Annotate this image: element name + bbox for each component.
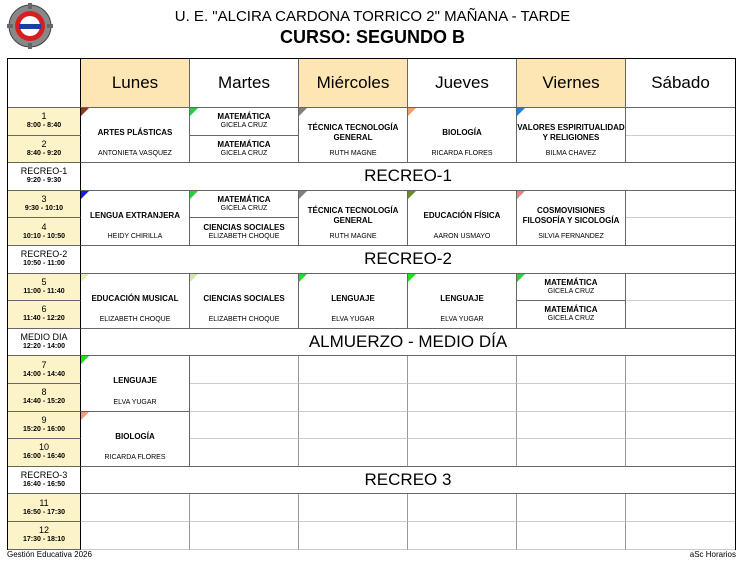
lesson-subject: VALORES ESPIRITUALIDAD Y RELIGIONES xyxy=(517,123,625,143)
day-header-5: Sábado xyxy=(626,59,735,108)
lesson-subject: CIENCIAS SOCIALES xyxy=(203,222,285,232)
slot-time: 14:00 - 14:40 xyxy=(22,370,66,378)
time-slot xyxy=(8,274,81,302)
lesson-cell xyxy=(408,274,517,329)
school-title: U. E. "ALCIRA CARDONA TORRICO 2" MAÑANA - TARDE xyxy=(174,8,571,25)
lesson-subject: LENGUAJE xyxy=(440,293,484,303)
subject-color-marker xyxy=(81,356,89,364)
slot-label: MEDIO DIA xyxy=(20,332,68,343)
lesson-cell xyxy=(81,412,190,467)
slot-time: 10:10 - 10:50 xyxy=(22,232,66,240)
subject-color-marker xyxy=(517,108,525,116)
lesson-teacher: BILMA CHAVEZ xyxy=(545,150,597,158)
lesson-subject: EDUCACIÓN FÍSICA xyxy=(423,210,501,220)
lesson-cell xyxy=(299,274,408,329)
lesson-subject: CIENCIAS SOCIALES xyxy=(203,293,285,303)
empty-cell xyxy=(517,412,626,440)
lesson-cell xyxy=(190,274,299,329)
lesson-teacher: ANTONIETA VASQUEZ xyxy=(98,150,172,158)
empty-cell xyxy=(408,439,517,467)
subject-color-marker xyxy=(299,108,307,116)
subject-color-marker xyxy=(408,108,416,116)
slot-time: 14:40 - 15:20 xyxy=(22,398,66,406)
lesson-cell xyxy=(299,108,408,163)
slot-time: 10:50 - 11:00 xyxy=(23,260,65,268)
break-row: RECREO-1 xyxy=(81,163,735,191)
subject-color-marker xyxy=(81,191,89,199)
lesson-subject: TÉCNICA TECNOLOGÍA GENERAL xyxy=(307,205,399,225)
subject-color-marker xyxy=(81,274,89,282)
slot-label: 12 xyxy=(38,525,49,536)
slot-time: 12:20 - 14:00 xyxy=(22,343,66,351)
subject-color-marker xyxy=(517,191,525,199)
empty-cell xyxy=(408,384,517,412)
lesson-subject: LENGUAJE xyxy=(113,376,157,386)
empty-cell xyxy=(626,108,735,136)
slot-time: 8:40 - 9:20 xyxy=(26,149,62,157)
slot-label: RECREO-1 xyxy=(20,166,68,177)
lesson-subject: MATEMÁTICA xyxy=(217,139,271,149)
empty-cell xyxy=(517,356,626,384)
lesson-teacher: ELIZABETH CHOQUE xyxy=(99,315,171,323)
footer-left: Gestión Educativa 2026 xyxy=(7,550,92,559)
time-slot xyxy=(8,467,81,495)
break-row: RECREO 3 xyxy=(81,467,735,495)
lesson-cell xyxy=(81,108,190,163)
time-slot xyxy=(8,246,81,274)
empty-cell xyxy=(190,384,299,412)
empty-cell xyxy=(299,384,408,412)
time-slot xyxy=(8,384,81,412)
subject-color-marker xyxy=(517,274,525,282)
slot-time: 16:40 - 16:50 xyxy=(22,481,66,489)
subject-color-marker xyxy=(81,108,89,116)
lesson-cell xyxy=(190,191,299,219)
lesson-teacher: AARON USMAYO xyxy=(433,232,491,240)
lesson-subject: LENGUA EXTRANJERA xyxy=(90,210,180,220)
subject-color-marker xyxy=(190,274,198,282)
slot-time: 11:40 - 12:20 xyxy=(23,315,65,323)
lesson-teacher: RUTH MAGNE xyxy=(329,150,377,158)
slot-label: 3 xyxy=(41,194,47,205)
lesson-teacher: GICELA CRUZ xyxy=(220,205,268,213)
slot-label: 6 xyxy=(41,304,47,315)
lesson-teacher: ELVA YUGAR xyxy=(440,315,484,323)
time-slot xyxy=(8,329,81,357)
lesson-cell xyxy=(517,191,626,246)
slot-time: 8:00 - 8:40 xyxy=(26,122,62,130)
empty-cell xyxy=(626,494,735,522)
lesson-subject: COSMOVISIONES FILOSOFÍA Y SICOLOGÍA xyxy=(522,205,620,225)
time-slot xyxy=(8,494,81,522)
course-title: CURSO: SEGUNDO B xyxy=(279,27,465,47)
empty-cell xyxy=(299,494,408,522)
empty-cell xyxy=(299,439,408,467)
slot-label: 1 xyxy=(41,111,47,122)
time-slot xyxy=(8,412,81,440)
lesson-cell xyxy=(190,108,299,136)
time-slot xyxy=(8,301,81,329)
lesson-teacher: ELIZABETH CHOQUE xyxy=(208,315,280,323)
lesson-subject: MATEMÁTICA xyxy=(544,277,598,287)
time-slot xyxy=(8,439,81,467)
empty-cell xyxy=(626,136,735,164)
lesson-teacher: GICELA CRUZ xyxy=(547,315,595,323)
empty-cell xyxy=(626,191,735,219)
slot-time: 16:00 - 16:40 xyxy=(22,453,66,461)
lesson-subject: BIOLOGÍA xyxy=(442,128,482,138)
lesson-teacher: RUTH MAGNE xyxy=(329,232,377,240)
empty-cell xyxy=(517,522,626,550)
time-slot xyxy=(8,356,81,384)
subject-color-marker xyxy=(190,191,198,199)
corner-cell xyxy=(8,59,81,108)
lesson-teacher: RICARDA FLORES xyxy=(104,453,166,461)
day-header-0: Lunes xyxy=(81,59,190,108)
slot-label: 7 xyxy=(41,359,47,370)
empty-cell xyxy=(626,356,735,384)
lesson-cell xyxy=(517,108,626,163)
lesson-cell xyxy=(190,218,299,246)
day-header-2: Miércoles xyxy=(299,59,408,108)
lesson-subject: LENGUAJE xyxy=(331,293,375,303)
lesson-cell xyxy=(299,191,408,246)
empty-cell xyxy=(517,439,626,467)
lesson-subject: BIOLOGÍA xyxy=(115,431,155,441)
slot-time: 11:00 - 11:40 xyxy=(23,287,65,295)
lesson-teacher: ELIZABETH CHOQUE xyxy=(208,232,280,240)
empty-cell xyxy=(626,439,735,467)
footer-right: aSc Horarios xyxy=(689,550,736,559)
empty-cell xyxy=(626,522,735,550)
subject-color-marker xyxy=(408,191,416,199)
slot-label: 2 xyxy=(41,138,47,149)
empty-cell xyxy=(190,522,299,550)
lesson-teacher: HEIDY CHIRILLA xyxy=(107,232,163,240)
time-slot xyxy=(8,191,81,219)
lesson-teacher: ELVA YUGAR xyxy=(113,398,157,406)
empty-cell xyxy=(190,412,299,440)
slot-label: 5 xyxy=(41,276,47,287)
lesson-cell xyxy=(81,274,190,329)
slot-time: 9:20 - 9:30 xyxy=(26,177,62,185)
empty-cell xyxy=(626,384,735,412)
empty-cell xyxy=(408,494,517,522)
lesson-cell xyxy=(517,274,626,302)
slot-label: 4 xyxy=(41,221,47,232)
lesson-teacher: RICARDA FLORES xyxy=(431,150,493,158)
slot-label: RECREO-2 xyxy=(20,249,68,260)
lesson-cell xyxy=(517,301,626,329)
empty-cell xyxy=(81,494,190,522)
lesson-subject: EDUCACIÓN MUSICAL xyxy=(91,293,179,303)
empty-cell xyxy=(517,384,626,412)
slot-label: RECREO-3 xyxy=(20,470,68,481)
time-slot xyxy=(8,108,81,136)
empty-cell xyxy=(626,412,735,440)
slot-time: 17:30 - 18:10 xyxy=(22,536,66,544)
time-slot xyxy=(8,163,81,191)
lesson-teacher: GICELA CRUZ xyxy=(220,122,268,130)
empty-cell xyxy=(626,301,735,329)
timetable-grid xyxy=(7,58,736,550)
empty-cell xyxy=(408,522,517,550)
time-slot xyxy=(8,218,81,246)
subject-color-marker xyxy=(81,412,89,420)
day-header-4: Viernes xyxy=(517,59,626,108)
lesson-subject: TÉCNICA TECNOLOGÍA GENERAL xyxy=(307,123,399,143)
time-slot xyxy=(8,136,81,164)
lesson-teacher: GICELA CRUZ xyxy=(220,149,268,157)
subject-color-marker xyxy=(408,274,416,282)
day-header-3: Jueves xyxy=(408,59,517,108)
empty-cell xyxy=(626,218,735,246)
empty-cell xyxy=(626,274,735,302)
slot-label: 11 xyxy=(39,497,49,508)
empty-cell xyxy=(299,522,408,550)
slot-time: 9:30 - 10:10 xyxy=(24,205,64,213)
empty-cell xyxy=(190,439,299,467)
break-row: ALMUERZO - MEDIO DÍA xyxy=(81,329,735,357)
lesson-teacher: ELVA YUGAR xyxy=(331,315,375,323)
lesson-cell xyxy=(190,136,299,164)
empty-cell xyxy=(190,356,299,384)
lesson-subject: MATEMÁTICA xyxy=(217,195,271,205)
lesson-subject: MATEMÁTICA xyxy=(217,112,271,122)
lesson-cell xyxy=(408,191,517,246)
empty-cell xyxy=(517,494,626,522)
day-header-1: Martes xyxy=(190,59,299,108)
empty-cell xyxy=(299,412,408,440)
lesson-subject: ARTES PLÁSTICAS xyxy=(97,128,173,138)
lesson-cell xyxy=(408,108,517,163)
empty-cell xyxy=(190,494,299,522)
subject-color-marker xyxy=(190,108,198,116)
empty-cell xyxy=(408,356,517,384)
lesson-teacher: SILVIA FERNANDEZ xyxy=(538,232,604,240)
lesson-subject: MATEMÁTICA xyxy=(544,305,598,315)
time-slot xyxy=(8,522,81,550)
subject-color-marker xyxy=(299,191,307,199)
slot-label: 9 xyxy=(41,414,47,425)
empty-cell xyxy=(81,522,190,550)
empty-cell xyxy=(408,412,517,440)
lesson-teacher: GICELA CRUZ xyxy=(547,287,595,295)
break-row: RECREO-2 xyxy=(81,246,735,274)
slot-label: 10 xyxy=(38,442,49,453)
slot-time: 16:50 - 17:30 xyxy=(22,508,66,516)
slot-time: 15:20 - 16:00 xyxy=(22,425,66,433)
subject-color-marker xyxy=(299,274,307,282)
lesson-cell xyxy=(81,356,190,411)
lesson-cell xyxy=(81,191,190,246)
slot-label: 8 xyxy=(41,387,47,398)
empty-cell xyxy=(299,356,408,384)
